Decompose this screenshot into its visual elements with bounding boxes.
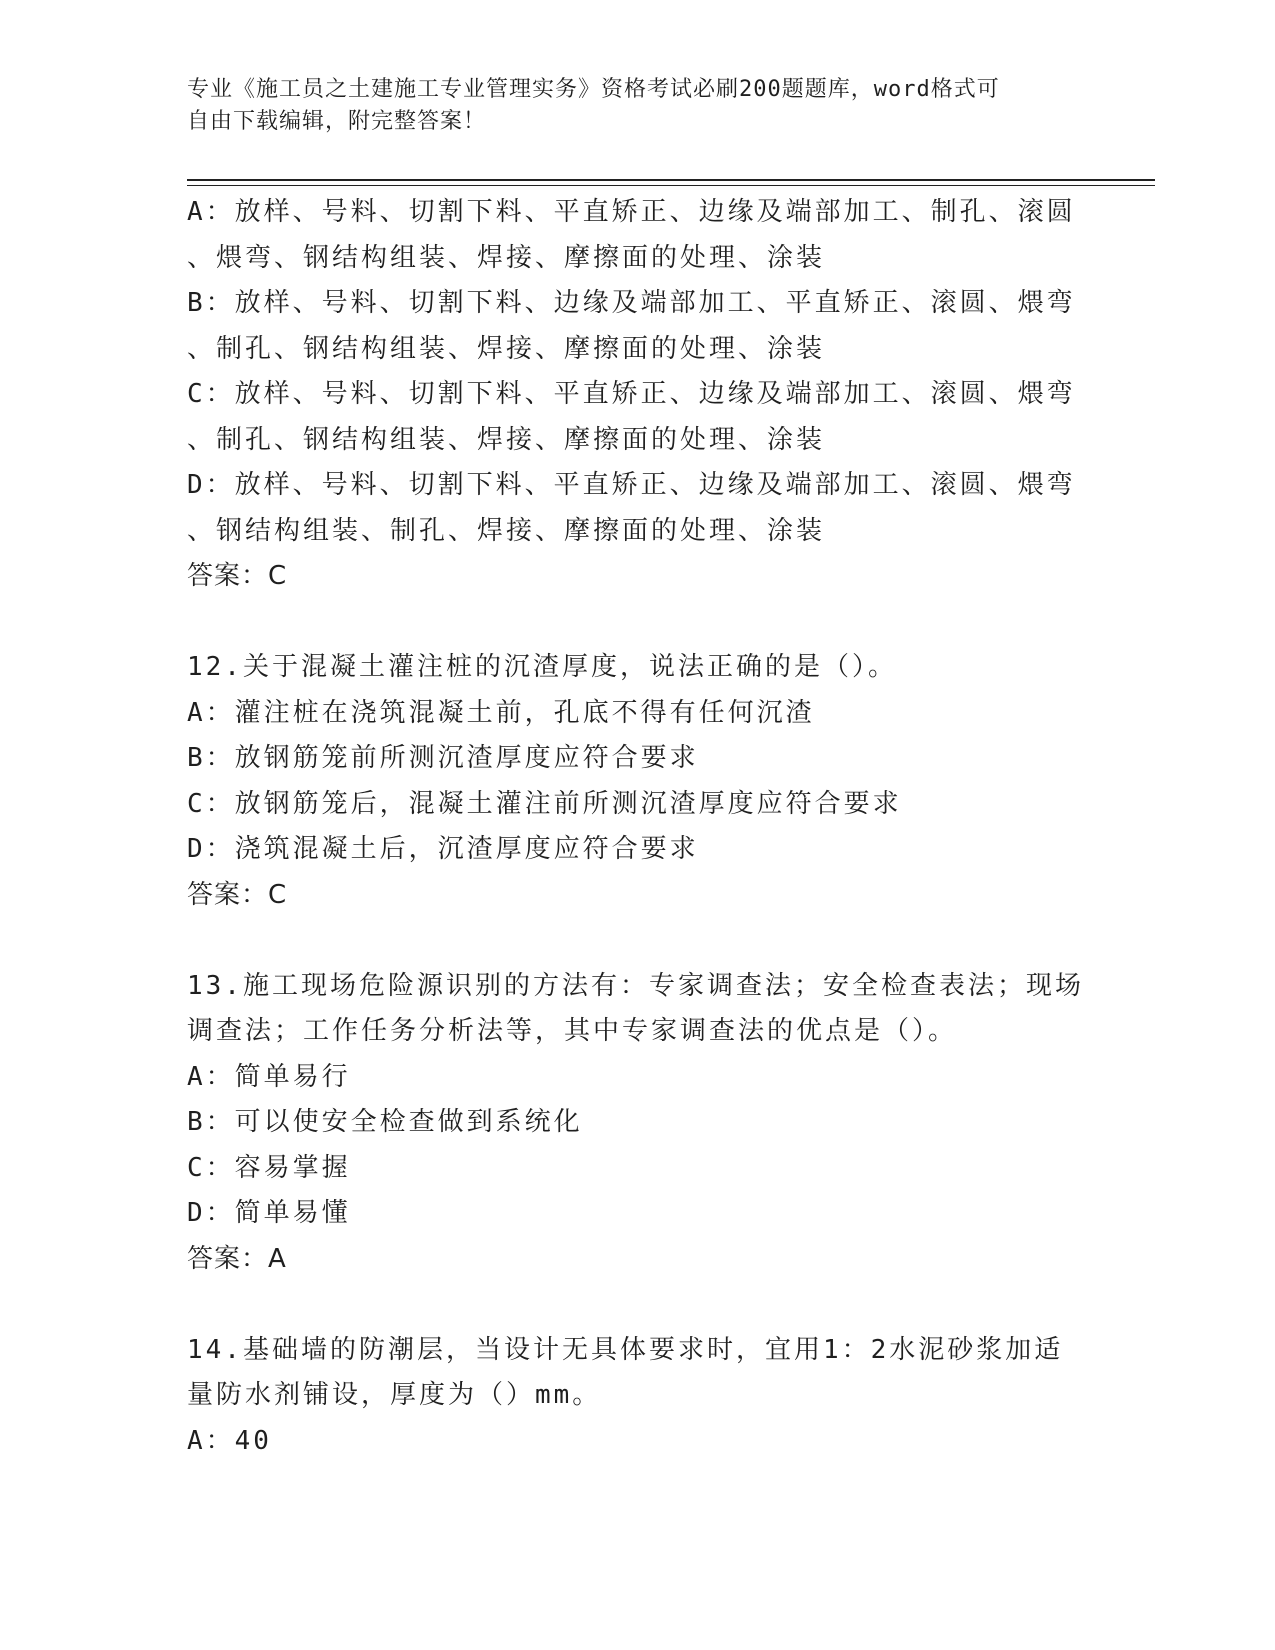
header-divider-thin: [187, 185, 1155, 186]
q11-option-d-line-2: 、钢结构组装、制孔、焊接、摩擦面的处理、涂装: [187, 515, 826, 546]
q13-option-d: D：简单易懂: [187, 1198, 351, 1228]
document-header: [187, 74, 1067, 138]
q13-stem-line-1: 13.施工现场危险源识别的方法有：专家调查法；安全检查表法；现场: [187, 970, 1084, 1001]
q14-option-a: A：40: [187, 1425, 272, 1456]
q11-answer: 答案：C: [187, 561, 288, 591]
q11-option-a-line-1: A：放样、号料、切割下料、平直矫正、边缘及端部加工、制孔、滚圆: [187, 197, 1076, 227]
q12-stem: 12.关于混凝土灌注桩的沉渣厚度，说法正确的是（）。: [187, 652, 897, 682]
q12-option-c: C：放钢筋笼后，混凝土灌注前所测沉渣厚度应符合要求: [187, 788, 902, 819]
q11-option-d-line-1: D：放样、号料、切割下料、平直矫正、边缘及端部加工、滚圆、煨弯: [187, 470, 1076, 500]
question-content: [187, 190, 1087, 1464]
question-13-block: [187, 964, 1087, 1283]
q12-answer: 答案：C: [187, 879, 288, 910]
q13-option-a: A：简单易行: [187, 1061, 351, 1092]
question-11-block: [187, 190, 1087, 600]
q12-option-d: D：浇筑混凝土后，沉渣厚度应符合要求: [187, 834, 699, 864]
q11-option-b-line-1: B：放样、号料、切割下料、边缘及端部加工、平直矫正、滚圆、煨弯: [187, 288, 1076, 318]
q13-answer: 答案：A: [187, 1243, 287, 1274]
header-line-2: 自由下载编辑，附完整答案！: [187, 109, 487, 134]
q14-stem-line-1: 14.基础墙的防潮层，当设计无具体要求时，宜用1：2水泥砂浆加适: [187, 1334, 1064, 1365]
q13-stem-line-2: 调查法；工作任务分析法等，其中专家调查法的优点是（）。: [187, 1016, 958, 1046]
question-12-block: [187, 645, 1087, 918]
q11-option-a-line-2: 、煨弯、钢结构组装、焊接、摩擦面的处理、涂装: [187, 242, 826, 273]
spacer: [187, 918, 1087, 964]
q12-option-a: A：灌注桩在浇筑混凝土前，孔底不得有任何沉渣: [187, 697, 815, 728]
spacer: [187, 1282, 1087, 1328]
q11-option-c-line-1: C：放样、号料、切割下料、平直矫正、边缘及端部加工、滚圆、煨弯: [187, 379, 1076, 409]
q13-option-b: B：可以使安全检查做到系统化: [187, 1107, 583, 1137]
header-line-1: 专业《施工员之土建施工专业管理实务》资格考试必刷200题题库，word格式可: [187, 77, 1000, 102]
q13-option-c: C：容易掌握: [187, 1152, 351, 1183]
header-divider-thick: [187, 179, 1155, 181]
q14-stem-line-2: 量防水剂铺设，厚度为（）mm。: [187, 1380, 602, 1410]
spacer: [187, 600, 1087, 646]
q12-option-b: B：放钢筋笼前所测沉渣厚度应符合要求: [187, 743, 699, 773]
question-14-block: [187, 1328, 1087, 1465]
q11-option-b-line-2: 、制孔、钢结构组装、焊接、摩擦面的处理、涂装: [187, 333, 826, 364]
q11-option-c-line-2: 、制孔、钢结构组装、焊接、摩擦面的处理、涂装: [187, 424, 826, 455]
